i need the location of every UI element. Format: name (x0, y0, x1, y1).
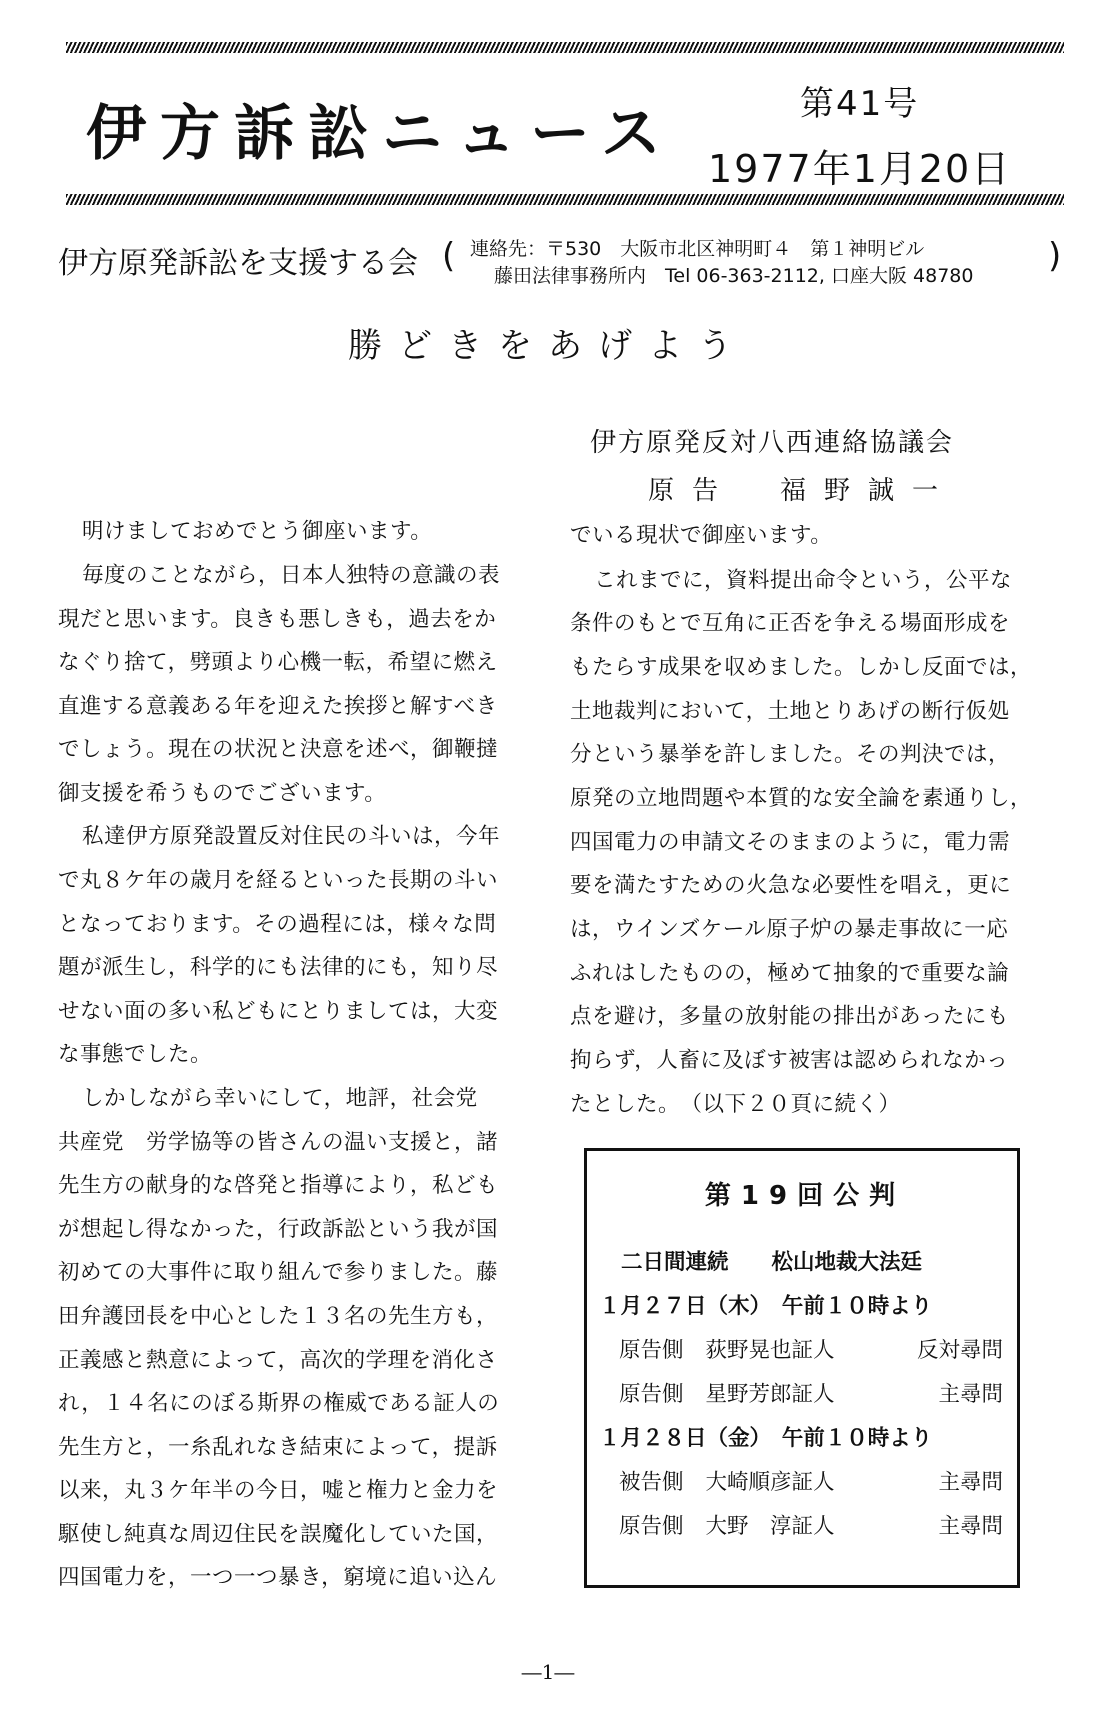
body-line: でしょう。現在の状況と決意を述べ，御鞭撻 (58, 737, 499, 762)
body-line: しかしながら幸いにして，地評，社会党 (82, 1086, 478, 1111)
body-line: 御支援を希うものでございます。 (58, 781, 387, 806)
body-line: たとした。 （以下２０頁に続く） (570, 1092, 901, 1117)
body-line: 明けましておめでとう御座います。 (82, 519, 433, 544)
body-line: 四国電力を，一つ一つ暴き，窮境に追い込ん (58, 1565, 498, 1590)
issue-date: 1977年1月20日 (708, 147, 1012, 191)
body-line: が想起し得なかった，行政訴訟という我が国 (58, 1217, 499, 1242)
trial-notice-box (584, 1148, 1020, 1588)
body-line: でいる現状で御座います。 (570, 523, 833, 548)
trial-day-1: １月２７日（木） 午前１０時より (599, 1294, 933, 1319)
body-line: 現だと思います。良きも悪しきも，過去をか (58, 607, 497, 632)
page-number: ―1― (521, 1660, 575, 1684)
body-line: 先生方の献身的な啓発と指導により，私ども (58, 1173, 499, 1198)
trial-witness: 荻野晃也証人 (705, 1338, 835, 1363)
body-line: ふれはしたものの，極めて抽象的で重要な論 (570, 961, 1010, 986)
body-line: な事態でした。 (58, 1042, 213, 1067)
body-line: れ，１４名にのぼる斯界の権威である証人の (58, 1391, 500, 1416)
body-line: 分という暴挙を許しました。その判決では， (570, 742, 1011, 767)
article-headline: 勝どきをあげよう (348, 326, 748, 366)
body-line: 初めての大事件に取り組んで参りました。藤 (58, 1260, 499, 1285)
trial-role: 主尋問 (938, 1514, 1003, 1539)
body-line: 以来，丸３ケ年半の今日，嘘と権力と金力を (58, 1478, 499, 1503)
trial-subtitle: 二日間連続 松山地裁大法廷 (621, 1250, 923, 1275)
body-line: せない面の多い私どもにとりましては，大変 (58, 999, 499, 1024)
body-line: 共産党 労学協等の皆さんの温い支援と，諸 (58, 1130, 499, 1155)
body-line: 四国電力の申請文そのままのように，電力需 (570, 830, 1011, 855)
body-line: 駆使し純真な周辺住民を誤魔化していた国， (58, 1522, 499, 1547)
trial-entry (619, 1375, 1003, 1415)
masthead-rule-top (66, 42, 1064, 53)
body-line: もたらす成果を収めました。しかし反面では， (570, 655, 1033, 680)
byline-organization: 伊方原発反対八西連絡協議会 (590, 428, 955, 458)
body-line: これまでに，資料提出命令という，公平な (594, 568, 1013, 593)
body-line: は，ウインズケール原子炉の暴走事故に一応 (570, 917, 1009, 942)
publisher-name: 伊方原発訴訟を支援する会 (58, 246, 418, 281)
trial-day-2: １月２８日（金） 午前１０時より (599, 1426, 933, 1451)
body-line: なぐり捨て，劈頭より心機一転，希望に燃え (58, 650, 498, 675)
body-line: 私達伊方原発設置反対住民の斗いは，今年 (82, 824, 501, 849)
body-line: 正義感と熱意によって，高次的学理を消化さ (58, 1348, 498, 1373)
body-line: 条件のもとで互角に正否を争える場面形成を (570, 611, 1011, 636)
trial-entry (619, 1463, 1003, 1503)
issue-number: 第41号 (800, 84, 920, 124)
body-line: 先生方と，一糸乱れなき結束によって，提訴 (58, 1435, 498, 1460)
contact-paren-close: ) (1048, 236, 1062, 276)
contact-line-1: 連絡先：〒530 大阪市北区神明町４ 第１神明ビル (470, 238, 925, 260)
trial-entry (619, 1331, 1003, 1371)
trial-side: 原告側 (619, 1338, 684, 1363)
contact-paren-open: ( (442, 236, 456, 276)
trial-witness: 大崎順彦証人 (705, 1470, 835, 1495)
body-line: 要を満たすための火急な必要性を唱え，更に (570, 873, 1012, 898)
trial-role: 主尋問 (938, 1470, 1003, 1495)
body-line: 拘らず，人畜に及ぼす被害は認められなかっ (570, 1048, 1009, 1073)
trial-side: 原告側 (619, 1514, 684, 1539)
trial-side: 原告側 (619, 1382, 684, 1407)
body-line: で丸８ケ年の歳月を経るといった長期の斗い (58, 868, 499, 893)
newsletter-title: 伊方訴訟ニュース (86, 99, 675, 169)
body-line: となっております。その過程には，様々な問 (58, 912, 497, 937)
trial-role: 反対尋問 (916, 1338, 1003, 1363)
masthead-rule-bottom (66, 194, 1064, 205)
byline-author: 原告 福野誠一 (648, 476, 957, 506)
body-line: 土地裁判において，土地とりあげの断行仮処 (570, 699, 1010, 724)
body-line: 田弁護団長を中心とした１３名の先生方も， (58, 1304, 499, 1329)
trial-title: 第19回公判 (704, 1181, 906, 1211)
body-line: 毎度のことながら，日本人独特の意識の表 (82, 563, 501, 588)
trial-role: 主尋問 (938, 1382, 1003, 1407)
contact-line-2: 藤田法律事務所内 Tel 06-363-2112, 口座大阪 48780 (494, 265, 974, 287)
body-line: 題が派生し，科学的にも法律的にも，知り尽 (58, 955, 499, 980)
body-line: 点を避け，多量の放射能の排出があったにも (570, 1004, 1009, 1029)
trial-side: 被告側 (619, 1470, 684, 1495)
body-line: 直進する意義ある年を迎えた挨拶と解すべき (58, 694, 498, 719)
trial-entry (619, 1507, 1003, 1547)
trial-witness: 星野芳郎証人 (705, 1382, 835, 1407)
trial-witness: 大野 淳証人 (705, 1514, 835, 1539)
body-line: 原発の立地問題や本質的な安全論を素通りし， (570, 786, 1033, 811)
